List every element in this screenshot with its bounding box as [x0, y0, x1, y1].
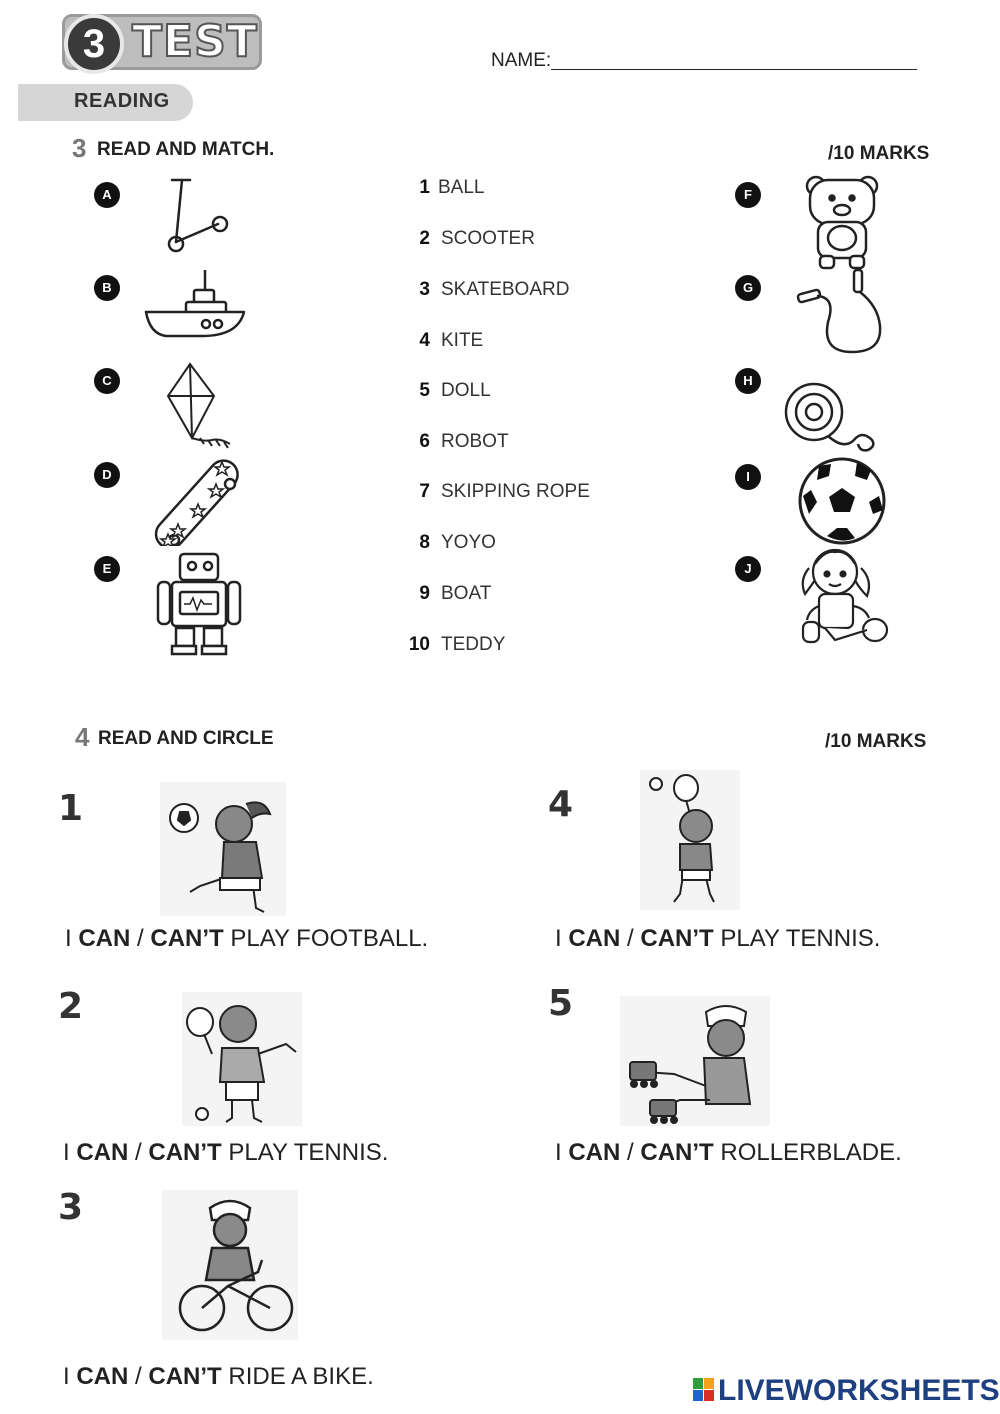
letter-g: G [735, 275, 761, 301]
sentence-prefix: I [555, 925, 562, 952]
word-item: KITE [441, 330, 484, 351]
skateboard-picture [152, 454, 244, 546]
separator: / [627, 1139, 634, 1166]
word-item: SCOOTER [441, 228, 535, 249]
footer-brand[interactable]: LIVEWORKSHEETS [718, 1374, 1000, 1407]
scooter-picture [160, 172, 232, 258]
word-number: 8 [419, 532, 430, 553]
sentence-rest: PLAY TENNIS. [228, 1139, 389, 1166]
skipping-rope-picture [796, 266, 888, 358]
sentence-2 [63, 1139, 388, 1167]
can-option[interactable]: CAN [76, 1363, 129, 1390]
letter-b: B [94, 275, 120, 301]
word-number: 5 [419, 380, 430, 401]
yoyo-picture [782, 380, 880, 454]
word-number: 9 [419, 583, 430, 604]
exercise4-marks: /10 MARKS [825, 731, 927, 752]
ball-picture [797, 456, 887, 546]
sentence-3 [63, 1363, 374, 1391]
word-number: 4 [419, 330, 430, 351]
can-option[interactable]: CAN [78, 925, 131, 952]
test-label: TEST [132, 16, 258, 67]
word-number: 6 [419, 431, 430, 452]
sentence-rest: PLAY FOOTBALL. [230, 925, 429, 952]
word-item: ROBOT [441, 431, 509, 452]
letter-a: A [94, 182, 120, 208]
sentence-prefix: I [63, 1139, 70, 1166]
liveworksheets-logo-icon [693, 1378, 715, 1402]
sentence-prefix: I [65, 925, 72, 952]
word-number: 2 [419, 228, 430, 249]
boat-picture [142, 266, 248, 342]
separator: / [135, 1139, 142, 1166]
letter-f: F [735, 182, 761, 208]
word-number: 10 [408, 634, 430, 655]
name-field[interactable] [551, 69, 917, 70]
word-item: YOYO [441, 532, 496, 553]
cant-option[interactable]: CAN’T [148, 1363, 222, 1390]
sentence-rest: PLAY TENNIS. [720, 925, 881, 952]
item-number: 4 [548, 784, 574, 825]
exercise3-title: READ AND MATCH. [97, 139, 275, 160]
teddy-picture [800, 172, 884, 272]
word-number: 3 [419, 279, 430, 300]
sentence-rest: RIDE A BIKE. [228, 1363, 374, 1390]
letter-i: I [735, 464, 761, 490]
letter-d: D [94, 462, 120, 488]
separator: / [627, 925, 634, 952]
item-number: 5 [548, 983, 574, 1024]
item-number: 3 [58, 1187, 84, 1228]
sentence-rest: ROLLERBLADE. [720, 1139, 902, 1166]
separator: / [137, 925, 144, 952]
football-picture [160, 782, 286, 916]
item-number: 1 [58, 788, 84, 829]
tennis-girl-picture [640, 770, 740, 910]
exercise3-number: 3 [72, 133, 87, 163]
letter-j: J [735, 556, 761, 582]
word-item: SKIPPING ROPE [441, 481, 590, 502]
cant-option[interactable]: CAN’T [148, 1139, 222, 1166]
word-item: SKATEBOARD [441, 279, 570, 300]
word-item: BOAT [441, 583, 492, 604]
cant-option[interactable]: CAN’T [150, 925, 224, 952]
cant-option[interactable]: CAN’T [640, 925, 714, 952]
can-option[interactable]: CAN [568, 1139, 621, 1166]
sentence-prefix: I [63, 1363, 70, 1390]
sentence-prefix: I [555, 1139, 562, 1166]
section-label: READING [74, 90, 170, 112]
exercise4-title: READ AND CIRCLE [98, 728, 274, 749]
kite-picture [160, 360, 234, 450]
sentence-5 [555, 1139, 902, 1167]
word-item: DOLL [441, 380, 491, 401]
separator: / [135, 1363, 142, 1390]
bike-picture [162, 1190, 298, 1340]
letter-h: H [735, 368, 761, 394]
word-number: 7 [419, 481, 430, 502]
can-option[interactable]: CAN [568, 925, 621, 952]
word-item: TEDDY [441, 634, 506, 655]
letter-c: C [94, 368, 120, 394]
word-item: BALL [438, 177, 485, 198]
test-number: 3 [64, 14, 124, 74]
exercise3-marks: /10 MARKS [828, 143, 930, 164]
word-number: 1 [419, 177, 430, 198]
tennis-boy-picture [182, 992, 302, 1126]
sentence-1 [65, 925, 428, 953]
can-option[interactable]: CAN [76, 1139, 129, 1166]
sentence-4 [555, 925, 880, 953]
name-label: NAME: [491, 50, 552, 71]
doll-picture [795, 546, 891, 646]
item-number: 2 [58, 986, 84, 1027]
cant-option[interactable]: CAN’T [640, 1139, 714, 1166]
robot-picture [156, 548, 242, 656]
rollerblade-picture [620, 996, 770, 1126]
exercise4-number: 4 [75, 722, 90, 752]
letter-e: E [94, 556, 120, 582]
